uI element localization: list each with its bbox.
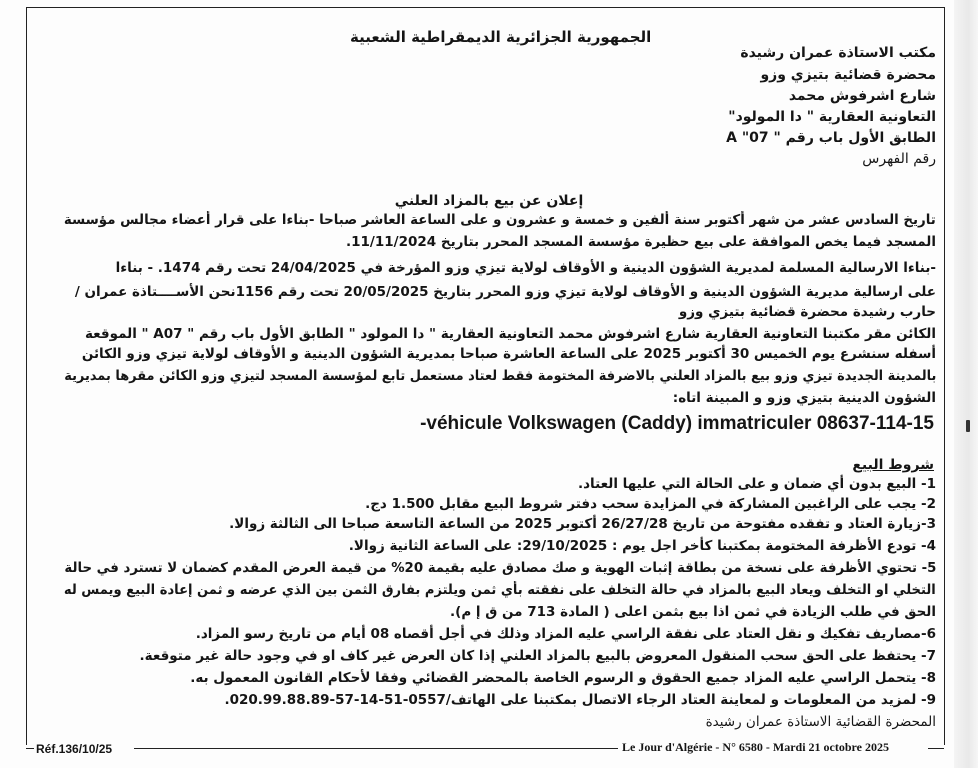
page-edge	[954, 0, 978, 768]
notice-line: تاريخ السادس عشر من شهر أكتوبر سنة ألفين و خمسة و عشرون و على الساعة العاشر صباحا -بناءا على قرار أعضاء مجالس مؤسسة	[64, 212, 936, 228]
frame-top-border	[26, 7, 944, 8]
reference-number: Réf.136/10/25	[36, 742, 113, 756]
condition-item: 2- يجب على الراغبين المشاركة في المزايدة سحب دفتر شروط البيع مقابل 1.500 دج.	[365, 496, 936, 512]
notice-line: بالمدينة الجديدة تيزي وزو بيع بالمزاد العلني بالاضرفة المختومة فقط لعتاد مستعمل تابع لمؤسسة المسجد لتيزي وزو الكائن مقرها بمديرية	[63, 368, 936, 384]
condition-item: 9- لمزيد من المعلومات و لمعاينة العتاد الرجاء الاتصال بمكتبنا على الهاتف/0557-51-14-57-020.99.88.89.	[224, 692, 936, 708]
bailiff-signature-line: المحضرة القضائية الاستاذة عمران رشيدة	[705, 714, 936, 730]
footer-rule-middle	[134, 748, 618, 749]
notice-line: حارب رشيدة محضرة قضائية بتيزي وزو	[678, 304, 936, 320]
condition-item: 7- يحتفظ على الحق سحب المنقول المعروض بالبيع بالمزاد العلني إذا كان العرض غير كاف او في وجود حالة غير متوقعة.	[139, 648, 936, 664]
notice-line: على ارسالية مديرية الشؤون الدينية و الأوقاف لولاية تيزي وزو المحرر بتاريخ 20/05/2025 تحت رقم 1156نحن الأســــتاذة عمران /	[74, 284, 936, 300]
edge-mark	[966, 420, 970, 432]
footer-rule-left	[26, 748, 34, 749]
office-cooperative: التعاونية العقارية " دا المولود"	[728, 109, 936, 125]
frame-right-border	[944, 7, 945, 745]
office-floor-door: الطابق الأول باب رقم " 07" A	[726, 130, 936, 146]
frame-left-border	[26, 7, 27, 745]
condition-item: 1- البيع بدون أي ضمان و على الحالة التي عليها العتاد.	[578, 476, 936, 492]
publication-line: Le Jour d'Algérie - N° 6580 - Mardi 21 octobre 2025	[622, 740, 889, 754]
condition-item: التخلي او التخلف ويعاد البيع بالمزاد في حالة التخلف على نفقته بأي ثمن ويلتزم بفارق الثمن بين الذي عرضه و ثمن إعادة البيع ويمس له	[64, 582, 936, 598]
condition-item: 4- تودع الأظرفة المختومة بمكتبنا كأخر اجل يوم : 29/10/2025: على الساعة الثانية زوالا.	[348, 538, 936, 554]
notice-line: -بناءا الارسالية المسلمة لمديرية الشؤون الدينية و الأوقاف لولاية تيزي وزو المؤرخة في 24/04/2025 تحت رقم 1474. - بناءا	[115, 260, 936, 276]
office-street: شارع اشرفوش محمد	[788, 88, 936, 104]
office-name: مكتب الاستاذة عمران رشيدة	[740, 45, 936, 61]
notice-line: المسجد فيما يخص الموافقة على بيع حظيرة مؤسسة المسجد المحرر بتاريخ 11/11/2024.	[346, 234, 936, 250]
notice-line: الكائن مقر مكتبنا التعاونية العقارية شارع اشرفوش محمد التعاونية العقارية " دا المولود " الطابق الأول باب رقم " A07 " الموقعة	[84, 326, 936, 342]
conditions-heading: شروط البيع	[852, 457, 934, 473]
index-number-label: رقم الفهرس	[862, 151, 936, 167]
condition-item: 8- يتحمل الراسي عليه المزاد جميع الحقوق و الرسوم الخاصة بالمحضر القضائي وفقا لأحكام القانون المعمول به.	[190, 670, 936, 686]
condition-item: الحق في طلب الزيادة في ثمن اذا بيع بثمن اعلى ( المادة 713 من ق إ م).	[450, 604, 936, 620]
condition-item: 6-مصاريف تفكيك و نقل العتاد على نفقة الراسي عليه المزاد وذلك في أجل أقصاه 08 أيام من تاريخ رسو المزاد.	[195, 626, 936, 642]
vehicle-description: -véhicule Volkswagen (Caddy) immatriculer 08637-114-15	[420, 413, 934, 434]
republic-title: الجمهورية الجزائرية الديمقراطية الشعبية	[350, 28, 652, 46]
notice-line: الشؤون الدينية بتيزي وزو و المبينة اتاه:	[672, 390, 936, 406]
footer-rule-right	[928, 748, 944, 749]
notice-line: أسفله سنشرع يوم الخميس 30 أكتوبر 2025 على الساعة العاشرة صباحا بمديرية الشؤون الدينية و الأوقاف لولاية تيزي وزو الكائن	[81, 346, 936, 362]
condition-item: 3-زيارة العتاد و تفقده مفتوحة من تاريخ 26/27/28 أكتوبر 2025 من الساعة التاسعة صباحا الى الثالثة زوالا.	[229, 516, 936, 532]
condition-item: 5- تحتوي الأظرفة على نسخة من بطاقة إثبات الهوية و صك مصادق عليه بقيمة 20% من قيمة العرض المقدم كضمان لا تسترد في حالة	[63, 560, 936, 576]
office-role: محضرة قضائية بتيزي وزو	[760, 67, 936, 83]
auction-notice-title: إعلان عن بيع بالمزاد العلني	[394, 193, 584, 209]
